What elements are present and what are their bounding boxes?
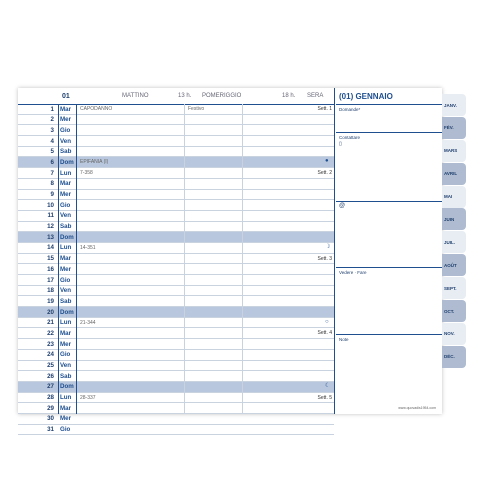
day-weekday: Dom [60, 383, 74, 391]
month-tab[interactable]: MAI [442, 186, 466, 208]
day-weekday: Ven [60, 362, 72, 369]
month-title: (01) GENNAIO [339, 92, 393, 101]
day-row[interactable] [18, 382, 334, 393]
month-tab[interactable]: JANV. [442, 94, 466, 116]
col-divider [242, 104, 243, 414]
day-number: 17 [47, 276, 54, 284]
day-row[interactable] [18, 361, 334, 372]
moon-phase-icon: ● [325, 158, 329, 165]
day-weekday: Gio [60, 201, 71, 209]
day-number: 18 [47, 287, 54, 295]
day-number: 14 [47, 244, 54, 252]
day-rows [18, 104, 334, 435]
day-row[interactable] [18, 243, 334, 254]
day-number: 1 [50, 105, 54, 113]
day-weekday: Mar [60, 105, 72, 113]
day-number: 19 [47, 297, 54, 305]
day-row[interactable] [18, 318, 334, 329]
month-tab[interactable]: FÉV. [442, 117, 466, 139]
month-tab[interactable]: SEPT. [442, 277, 466, 299]
col-divider [76, 104, 77, 414]
panel-divider [336, 334, 442, 335]
day-weekday: Ven [60, 137, 72, 145]
week-number: Sett. 4 [317, 330, 332, 337]
day-number: 25 [47, 362, 54, 369]
day-row[interactable] [18, 328, 334, 339]
moon-phase-icon: ☾ [325, 382, 331, 389]
day-row[interactable] [18, 147, 334, 158]
day-number: 13 [47, 233, 54, 241]
day-weekday: Lun [60, 319, 72, 327]
week-number: Sett. 2 [317, 170, 332, 177]
week-number: Sett. 5 [317, 394, 332, 401]
moon-phase-icon: ☽ [325, 243, 331, 250]
day-weekday: Lun [60, 394, 72, 402]
day-weekday: Ven [60, 212, 72, 220]
evening-label: SERA [307, 93, 324, 99]
day-weekday: Lun [60, 169, 72, 177]
day-weekday: Sab [60, 148, 72, 156]
month-tab[interactable]: NOV. [442, 323, 466, 345]
day-weekday: Mer [60, 415, 72, 423]
month-tab[interactable]: OCT. [442, 300, 466, 322]
day-number: 23 [47, 340, 54, 348]
day-weekday: Mer [60, 265, 72, 273]
col-divider [334, 88, 335, 414]
day-row[interactable] [18, 190, 334, 201]
day-number: 27 [47, 383, 54, 391]
day-number: 26 [47, 372, 54, 380]
afternoon-label: POMERIGGIO [202, 93, 242, 99]
day-number: 5 [50, 148, 54, 156]
day-row[interactable] [18, 232, 334, 243]
day-row[interactable] [18, 211, 334, 222]
hour-13-label: 13 h. [178, 93, 192, 99]
day-row[interactable] [18, 403, 334, 414]
month-tab[interactable]: AVRIL [442, 163, 466, 185]
day-number: 7 [50, 169, 54, 177]
email-icon: @ [339, 203, 346, 209]
day-weekday: Ven [60, 287, 72, 295]
col-divider [58, 104, 59, 414]
day-number: 29 [47, 404, 54, 412]
day-weekday: Gio [60, 276, 71, 284]
day-weekday: Gio [60, 426, 71, 434]
day-number: 22 [47, 329, 54, 337]
day-number: 16 [47, 265, 54, 273]
day-weekday: Gio [60, 351, 71, 359]
day-weekday: Mer [60, 340, 72, 348]
day-number: 10 [47, 201, 54, 209]
col-divider [184, 104, 185, 414]
day-weekday: Dom [60, 158, 74, 166]
day-weekday: Mar [60, 329, 72, 337]
day-row[interactable] [18, 168, 334, 179]
day-row[interactable] [18, 296, 334, 307]
day-event: 21-344 [80, 319, 96, 326]
day-weekday: Sab [60, 297, 72, 305]
day-row[interactable] [18, 286, 334, 297]
website-text: www.quovadis1954.com [398, 406, 436, 410]
day-event-note: Festivo [188, 106, 205, 112]
day-event: 28-337 [80, 394, 96, 401]
day-number: 9 [50, 191, 54, 198]
day-event: 7-358 [80, 170, 93, 177]
day-number: 12 [47, 223, 54, 231]
day-row[interactable] [18, 275, 334, 286]
day-row[interactable] [18, 136, 334, 147]
day-weekday: Dom [60, 308, 74, 316]
day-row[interactable] [18, 254, 334, 265]
month-tab[interactable]: MARS [442, 140, 466, 162]
day-row[interactable] [18, 371, 334, 382]
day-row[interactable] [18, 157, 334, 168]
day-row[interactable] [18, 115, 334, 126]
day-weekday: Mer [60, 116, 72, 124]
month-tab[interactable]: DÉC. [442, 346, 466, 368]
phone-icon: ▯ [339, 141, 342, 147]
planner-header [18, 88, 334, 105]
day-row[interactable] [18, 264, 334, 275]
month-tab[interactable]: JUIN [442, 208, 466, 230]
day-row[interactable] [18, 222, 334, 233]
panel-divider [336, 132, 442, 133]
month-number: 01 [62, 93, 70, 100]
day-row[interactable] [18, 350, 334, 361]
day-event: CAPODANNO [80, 106, 113, 112]
day-row[interactable] [18, 179, 334, 190]
day-number: 2 [50, 116, 54, 124]
panel-divider [336, 201, 442, 202]
day-weekday: Lun [60, 244, 72, 252]
day-weekday: Mar [60, 255, 72, 263]
day-row[interactable] [18, 104, 334, 115]
week-number: Sett. 3 [317, 255, 332, 262]
morning-label: MATTINO [122, 93, 149, 99]
day-row[interactable] [18, 393, 334, 404]
month-tab[interactable]: AOÛT [442, 254, 466, 276]
day-weekday: Mar [60, 180, 72, 188]
day-number: 31 [47, 426, 54, 434]
day-number: 30 [47, 415, 54, 423]
day-number: 20 [47, 308, 54, 316]
notes-panel [336, 88, 442, 414]
day-number: 11 [47, 212, 54, 220]
day-weekday: Sab [60, 372, 72, 380]
vedere-label: Vedere · Fare [339, 270, 367, 275]
contattare-label: Contattare [339, 135, 361, 140]
day-number: 28 [47, 394, 54, 402]
day-number: 3 [50, 126, 54, 134]
day-weekday: Sab [60, 223, 72, 231]
day-row[interactable] [18, 339, 334, 350]
panel-divider [336, 104, 442, 105]
day-row[interactable] [18, 200, 334, 211]
day-weekday: Mer [60, 191, 72, 198]
day-row[interactable] [18, 125, 334, 136]
day-row[interactable] [18, 425, 334, 436]
month-tabs [442, 94, 466, 369]
day-row[interactable] [18, 307, 334, 318]
hour-18-label: 18 h. [282, 93, 296, 99]
day-row[interactable] [18, 414, 334, 425]
moon-phase-icon: ○ [325, 318, 329, 325]
month-tab[interactable]: JUIL. [442, 231, 466, 253]
day-number: 6 [50, 158, 54, 166]
day-weekday: Gio [60, 126, 71, 134]
note-label: Note [339, 337, 349, 342]
day-number: 24 [47, 351, 54, 359]
day-number: 4 [50, 137, 54, 145]
day-event: EPIFANIA (I) [80, 159, 109, 166]
day-number: 21 [47, 319, 54, 327]
panel-divider [336, 267, 442, 268]
week-number: Sett. 1 [317, 106, 332, 112]
day-weekday: Dom [60, 233, 74, 241]
day-event: 14-351 [80, 244, 96, 251]
day-number: 8 [50, 180, 54, 188]
domande-label: Domande* [339, 107, 361, 112]
day-number: 15 [47, 255, 54, 263]
day-weekday: Mar [60, 404, 72, 412]
planner-page [18, 88, 442, 434]
